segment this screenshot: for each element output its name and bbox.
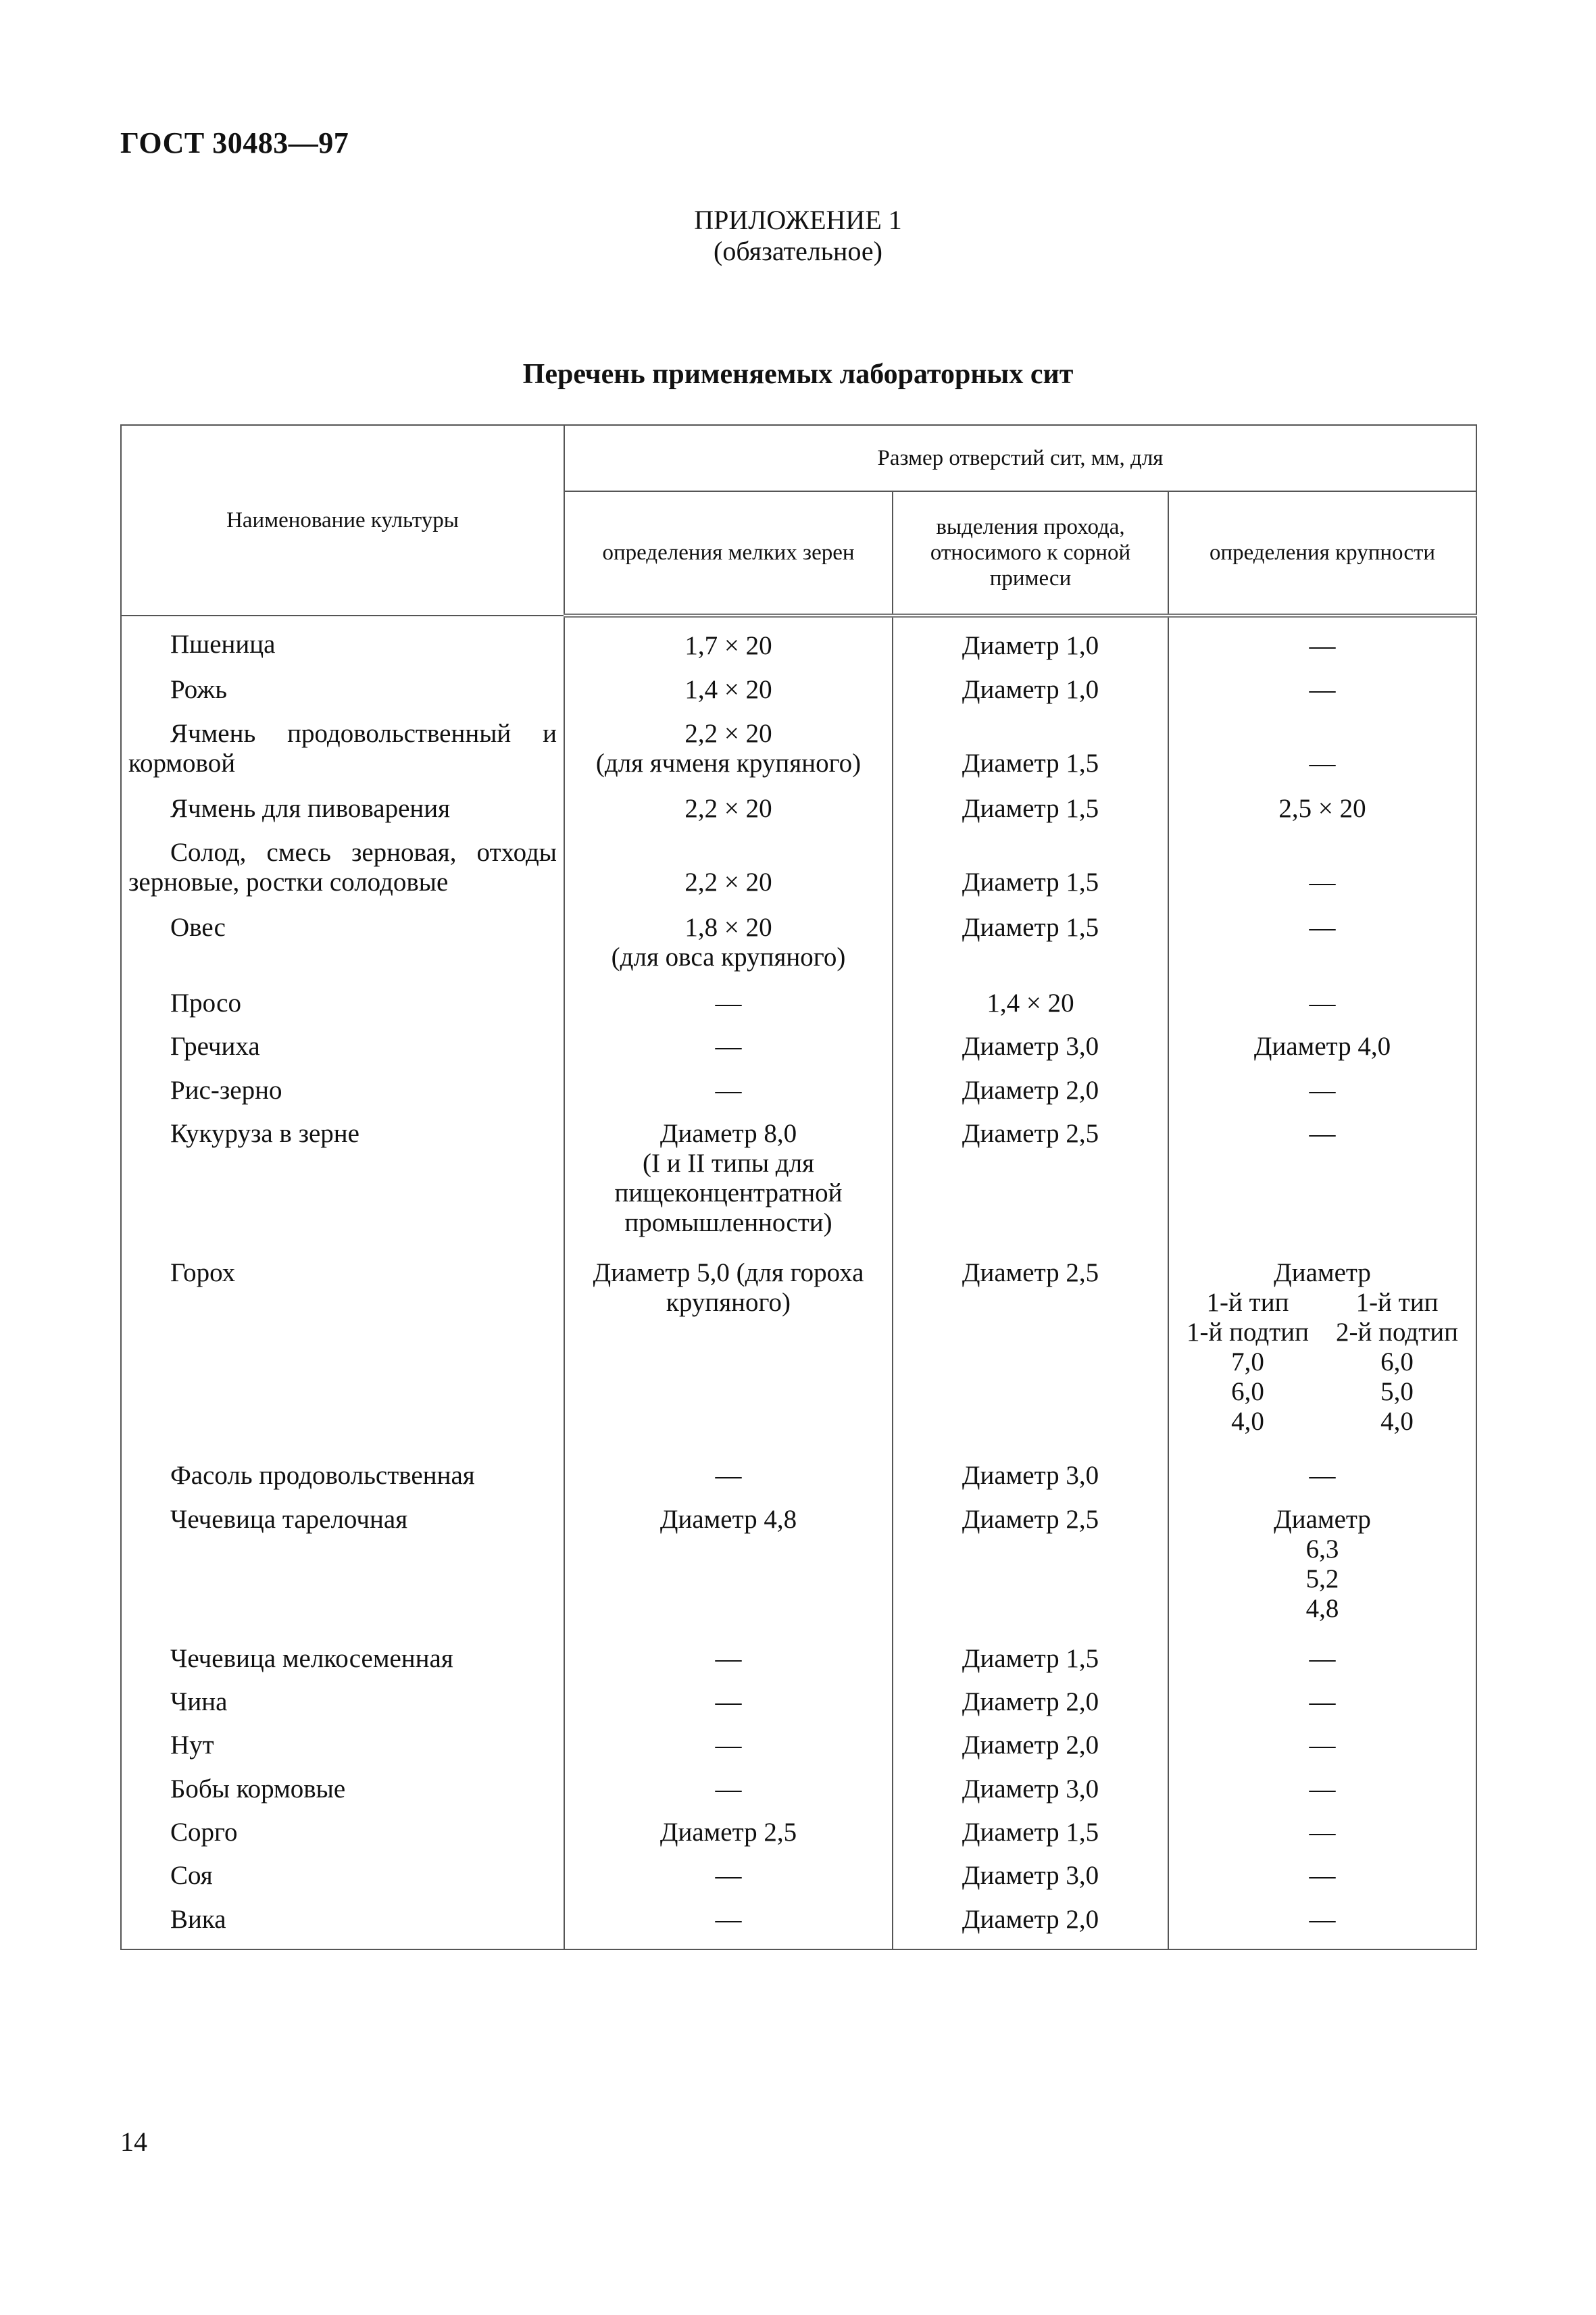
size-cell bbox=[1168, 1856, 1476, 1899]
cell-value: 1-й тип bbox=[1355, 1287, 1439, 1317]
culture-name-cell bbox=[121, 670, 564, 713]
appendix-label: ПРИЛОЖЕНИЕ 1 bbox=[694, 205, 902, 235]
table-row bbox=[121, 1769, 1476, 1812]
cell-value: промышленности) bbox=[624, 1208, 832, 1237]
cell-value: 6,3 bbox=[1305, 1534, 1339, 1564]
cell-value: — bbox=[715, 1643, 742, 1673]
culture-name: Кукуруза в зерне bbox=[170, 1118, 359, 1148]
cell-value: Диаметр 4,8 bbox=[659, 1504, 797, 1534]
cell-value: крупяного) bbox=[666, 1287, 791, 1317]
cell-value: 5,2 bbox=[1305, 1564, 1339, 1593]
weed-passage-cell bbox=[893, 1499, 1168, 1639]
cell-value: — bbox=[1309, 1075, 1336, 1105]
weed-passage-cell bbox=[893, 1639, 1168, 1682]
page-number: 14 bbox=[120, 2126, 147, 2157]
small-grains-cell bbox=[564, 1769, 893, 1812]
weed-passage-cell bbox=[893, 1682, 1168, 1725]
culture-name: Рис-зерно bbox=[170, 1075, 282, 1105]
cell-value: Диаметр 2,0 bbox=[962, 1904, 1099, 1934]
culture-name-cell bbox=[121, 1455, 564, 1499]
culture-name: Чечевица мелкосеменная bbox=[170, 1643, 453, 1673]
table-row bbox=[121, 1899, 1476, 1949]
cell-value: (для овса крупяного) bbox=[611, 943, 846, 972]
small-grains-cell bbox=[564, 907, 893, 983]
culture-name-cell bbox=[121, 983, 564, 1026]
cell-value: — bbox=[715, 988, 742, 1018]
cell-value: 6,0 bbox=[1380, 1347, 1414, 1376]
size-cell bbox=[1168, 832, 1476, 908]
size-cell bbox=[1168, 1026, 1476, 1070]
cell-value: (для ячменя крупяного) bbox=[595, 748, 862, 778]
size-cell bbox=[1168, 1639, 1476, 1682]
cell-value: 1,7 × 20 bbox=[684, 631, 772, 660]
cell-value: Диаметр 2,0 bbox=[962, 1731, 1099, 1760]
cell-value: 2,2 × 20 bbox=[684, 794, 772, 824]
small-grains-cell bbox=[564, 789, 893, 832]
culture-name: Овес bbox=[170, 913, 226, 943]
cell-value: — bbox=[1309, 1461, 1336, 1491]
cell-value: Диаметр 2,5 bbox=[962, 1258, 1099, 1287]
culture-name-cell bbox=[121, 1899, 564, 1949]
cell-value: Диаметр 1,5 bbox=[962, 913, 1099, 943]
cell-value: Диаметр 1,5 bbox=[962, 1643, 1099, 1673]
weed-passage-cell bbox=[893, 1899, 1168, 1949]
culture-name-cell bbox=[121, 1070, 564, 1114]
cell-value: — bbox=[715, 1461, 742, 1491]
cell-value: — bbox=[715, 1075, 742, 1105]
small-grains-cell bbox=[564, 1812, 893, 1856]
standard-number: ГОСТ 30483—97 bbox=[120, 126, 349, 159]
size-cell bbox=[1168, 1070, 1476, 1114]
weed-passage-cell bbox=[893, 1070, 1168, 1114]
cell-value: — bbox=[1309, 631, 1336, 660]
table-row bbox=[121, 1812, 1476, 1856]
table-row bbox=[121, 907, 1476, 983]
weed-passage-cell bbox=[893, 714, 1168, 789]
culture-name: Ячмень для пивоварения bbox=[170, 794, 451, 824]
culture-name-cell bbox=[121, 1725, 564, 1768]
cell-value: — bbox=[1309, 748, 1336, 778]
cell-value: — bbox=[1309, 1861, 1336, 1891]
cell-value: 2,2 × 20 bbox=[684, 718, 772, 748]
table-row bbox=[121, 1253, 1476, 1455]
culture-name: Пшеница bbox=[170, 630, 276, 659]
culture-name: Горох bbox=[170, 1258, 236, 1287]
cell-value: — bbox=[1309, 1774, 1336, 1803]
culture-name-cell bbox=[121, 1114, 564, 1253]
table-row bbox=[121, 1639, 1476, 1682]
cell-value: — bbox=[1309, 1118, 1336, 1148]
cell-value bbox=[572, 838, 885, 868]
cell-value: — bbox=[715, 1904, 742, 1934]
table-row bbox=[121, 789, 1476, 832]
culture-name-cell bbox=[121, 714, 564, 789]
small-grains-cell bbox=[564, 1253, 893, 1455]
cell-value bbox=[1176, 719, 1469, 749]
small-grains-cell bbox=[564, 983, 893, 1026]
small-grains-cell bbox=[564, 832, 893, 908]
size-cell bbox=[1168, 1812, 1476, 1856]
weed-passage-cell bbox=[893, 1856, 1168, 1899]
small-grains-cell bbox=[564, 1026, 893, 1070]
cell-value: Диаметр 4,0 bbox=[1253, 1032, 1391, 1062]
cell-value: — bbox=[1309, 1904, 1336, 1934]
cell-value: Диаметр 2,0 bbox=[962, 1075, 1099, 1105]
cell-value: — bbox=[1309, 1818, 1336, 1847]
culture-name: Вика bbox=[170, 1904, 226, 1934]
cell-value: Диаметр 3,0 bbox=[962, 1774, 1099, 1803]
table-row bbox=[121, 1070, 1476, 1114]
cell-value: 4,0 bbox=[1380, 1406, 1414, 1436]
weed-passage-cell bbox=[893, 1253, 1168, 1455]
cell-value: пищеконцентратной bbox=[614, 1178, 843, 1208]
size-cell bbox=[1168, 1769, 1476, 1812]
cell-value: Диаметр 2,0 bbox=[962, 1687, 1099, 1716]
size-pair-row bbox=[1176, 1288, 1469, 1318]
cell-value: 1,4 × 20 bbox=[987, 988, 1074, 1018]
culture-name: Фасоль продовольственная bbox=[170, 1461, 475, 1491]
cell-value bbox=[900, 719, 1161, 749]
column-header-size: определения крупности bbox=[1168, 491, 1476, 616]
culture-name: Бобы кормовые bbox=[170, 1774, 346, 1803]
culture-name-cell bbox=[121, 1253, 564, 1455]
size-cell bbox=[1168, 1114, 1476, 1253]
size-cell bbox=[1168, 670, 1476, 713]
table-row bbox=[121, 1856, 1476, 1899]
cell-value: Диаметр bbox=[1274, 1258, 1371, 1287]
small-grains-cell bbox=[564, 1114, 893, 1253]
size-pair-row bbox=[1176, 1318, 1469, 1347]
cell-value: 1,8 × 20 bbox=[684, 913, 772, 943]
small-grains-cell bbox=[564, 1725, 893, 1768]
small-grains-cell bbox=[564, 1682, 893, 1725]
cell-value: — bbox=[715, 1861, 742, 1891]
culture-name-cell bbox=[121, 832, 564, 908]
culture-name: Солод, смесь зерновая, отходы зерновые, ростки солодовые bbox=[128, 837, 557, 897]
size-cell bbox=[1168, 1899, 1476, 1949]
cell-value: 1-й подтип bbox=[1187, 1317, 1309, 1347]
culture-name: Гречиха bbox=[170, 1032, 260, 1062]
weed-passage-cell bbox=[893, 1114, 1168, 1253]
cell-value: Диаметр 1,5 bbox=[962, 748, 1099, 778]
cell-value: Диаметр 2,5 bbox=[659, 1818, 797, 1847]
cell-value: — bbox=[715, 1687, 742, 1716]
cell-value: — bbox=[1309, 1687, 1336, 1716]
weed-passage-cell bbox=[893, 1769, 1168, 1812]
cell-value: 4,8 bbox=[1305, 1593, 1339, 1623]
culture-name-cell bbox=[121, 1682, 564, 1725]
table-row bbox=[121, 983, 1476, 1026]
size-cell bbox=[1168, 1455, 1476, 1499]
cell-value: 1,4 × 20 bbox=[684, 675, 772, 705]
table-row bbox=[121, 1026, 1476, 1070]
cell-value: Диаметр bbox=[1274, 1504, 1371, 1534]
size-cell bbox=[1168, 616, 1476, 670]
cell-value: 5,0 bbox=[1380, 1376, 1414, 1406]
cell-value: Диаметр 3,0 bbox=[962, 1861, 1099, 1891]
cell-value: Диаметр 1,5 bbox=[962, 867, 1099, 897]
weed-passage-cell bbox=[893, 1812, 1168, 1856]
small-grains-cell bbox=[564, 1070, 893, 1114]
culture-name-cell bbox=[121, 907, 564, 983]
table-row bbox=[121, 1455, 1476, 1499]
cell-value: Диаметр 1,5 bbox=[962, 1818, 1099, 1847]
cell-value: — bbox=[1309, 675, 1336, 705]
appendix-note: (обязательное) bbox=[714, 236, 882, 266]
small-grains-cell bbox=[564, 1499, 893, 1639]
cell-value: — bbox=[1309, 1731, 1336, 1760]
table-title: Перечень применяемых лабораторных сит bbox=[522, 359, 1074, 390]
column-header-small-grains: определения мелких зерен bbox=[564, 491, 893, 616]
table-row bbox=[121, 1682, 1476, 1725]
culture-name: Чечевица тарелочная bbox=[170, 1504, 408, 1534]
size-cell bbox=[1168, 983, 1476, 1026]
cell-value bbox=[900, 838, 1161, 868]
sieve-table bbox=[120, 424, 1477, 1950]
cell-value: — bbox=[1309, 988, 1336, 1018]
cell-value: — bbox=[1309, 913, 1336, 943]
size-cell bbox=[1168, 907, 1476, 983]
culture-name: Соя bbox=[170, 1861, 213, 1891]
cell-value: Диаметр 1,5 bbox=[962, 794, 1099, 824]
column-header-weed-passage: выделения прохода, относимого к сорной примеси bbox=[893, 491, 1168, 616]
size-cell bbox=[1168, 789, 1476, 832]
cell-value: — bbox=[1309, 867, 1336, 897]
cell-value: 2,2 × 20 bbox=[684, 867, 772, 897]
table-row bbox=[121, 832, 1476, 908]
size-cell bbox=[1168, 1682, 1476, 1725]
cell-value: 1-й тип bbox=[1206, 1287, 1289, 1317]
cell-value: Диаметр 3,0 bbox=[962, 1461, 1099, 1491]
small-grains-cell bbox=[564, 1856, 893, 1899]
weed-passage-cell bbox=[893, 1455, 1168, 1499]
table-row bbox=[121, 714, 1476, 789]
cell-value: Диаметр 3,0 bbox=[962, 1032, 1099, 1062]
cell-value: — bbox=[1309, 1643, 1336, 1673]
table-row bbox=[121, 1499, 1476, 1639]
cell-value: Диаметр 1,0 bbox=[962, 631, 1099, 660]
cell-value: — bbox=[715, 1774, 742, 1803]
weed-passage-cell bbox=[893, 789, 1168, 832]
column-group-header: Размер отверстий сит, мм, для bbox=[564, 425, 1476, 491]
cell-value: Диаметр 8,0 bbox=[659, 1118, 797, 1148]
small-grains-cell bbox=[564, 616, 893, 670]
culture-name: Сорго bbox=[170, 1818, 238, 1847]
culture-name-cell bbox=[121, 1812, 564, 1856]
culture-name: Ячмень продовольственный и кормовой bbox=[128, 718, 557, 778]
small-grains-cell bbox=[564, 670, 893, 713]
cell-value: Диаметр 1,0 bbox=[962, 675, 1099, 705]
weed-passage-cell bbox=[893, 1725, 1168, 1768]
size-cell bbox=[1168, 1725, 1476, 1768]
cell-value: — bbox=[715, 1731, 742, 1760]
culture-name-cell bbox=[121, 789, 564, 832]
small-grains-cell bbox=[564, 1455, 893, 1499]
culture-name-cell bbox=[121, 1639, 564, 1682]
culture-name-cell bbox=[121, 1856, 564, 1899]
table-row bbox=[121, 670, 1476, 713]
culture-name: Чина bbox=[170, 1687, 228, 1716]
size-cell bbox=[1168, 714, 1476, 789]
culture-name: Просо bbox=[170, 988, 241, 1018]
cell-value: Диаметр 2,5 bbox=[962, 1118, 1099, 1148]
size-cell bbox=[1168, 1253, 1476, 1455]
size-pair-row bbox=[1176, 1347, 1469, 1377]
weed-passage-cell bbox=[893, 907, 1168, 983]
small-grains-cell bbox=[564, 1899, 893, 1949]
column-header-culture: Наименование культуры bbox=[121, 425, 564, 616]
cell-value: 4,0 bbox=[1231, 1406, 1264, 1436]
small-grains-cell bbox=[564, 1639, 893, 1682]
weed-passage-cell bbox=[893, 983, 1168, 1026]
cell-value bbox=[1176, 838, 1469, 868]
weed-passage-cell bbox=[893, 670, 1168, 713]
cell-value: (I и II типы для bbox=[642, 1148, 815, 1178]
size-pair-row bbox=[1176, 1377, 1469, 1407]
cell-value: 7,0 bbox=[1231, 1347, 1264, 1376]
cell-value: 6,0 bbox=[1231, 1376, 1264, 1406]
cell-value: Диаметр 2,5 bbox=[962, 1504, 1099, 1534]
table-row bbox=[121, 616, 1476, 670]
table-row bbox=[121, 1114, 1476, 1253]
table-row bbox=[121, 1725, 1476, 1768]
cell-value: Диаметр 5,0 (для гороха bbox=[593, 1258, 864, 1287]
table-body bbox=[121, 616, 1476, 1949]
culture-name: Рожь bbox=[170, 675, 227, 705]
culture-name-cell bbox=[121, 616, 564, 670]
culture-name-cell bbox=[121, 1769, 564, 1812]
weed-passage-cell bbox=[893, 832, 1168, 908]
small-grains-cell bbox=[564, 714, 893, 789]
size-pair-row bbox=[1176, 1407, 1469, 1437]
size-cell bbox=[1168, 1499, 1476, 1639]
cell-value: 2-й подтип bbox=[1336, 1317, 1459, 1347]
culture-name-cell bbox=[121, 1499, 564, 1639]
cell-value: 2,5 × 20 bbox=[1278, 794, 1366, 824]
weed-passage-cell bbox=[893, 616, 1168, 670]
cell-value: — bbox=[715, 1032, 742, 1062]
culture-name-cell bbox=[121, 1026, 564, 1070]
weed-passage-cell bbox=[893, 1026, 1168, 1070]
culture-name: Нут bbox=[170, 1731, 214, 1760]
